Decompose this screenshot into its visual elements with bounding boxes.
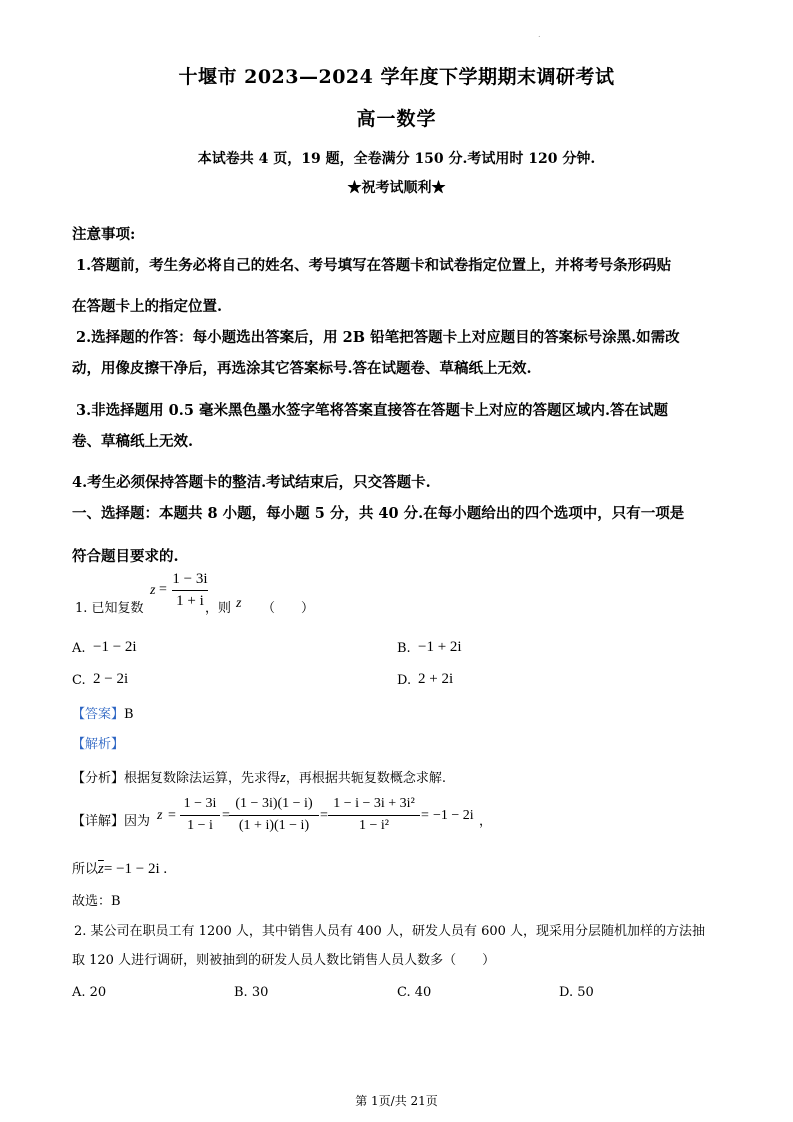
analysis-text: 【分析】根据复数除法运算，先求得 (72, 771, 281, 786)
detail-f3-num: 1 − i − 3i + 3i² (333, 796, 415, 811)
q2-line-2: 取 120 人进行调研，则被抽到的研发人员人数比销售人员人数多（ ） (72, 953, 496, 968)
note-1-line-1: 1.答题前，考生务必将自己的姓名、考号填写在答题卡和试卷指定位置上，并将考号条形码贴 (76, 257, 672, 274)
q1-option-b-value: −1 + 2i (418, 639, 462, 655)
q1-option-d-value: 2 + 2i (418, 671, 454, 687)
q1-conclusion (72, 858, 167, 878)
q1-option-c-value: 2 − 2i (93, 671, 129, 687)
exam-info: 本试卷共 4 页，19 题，全卷满分 150 分.考试用时 120 分钟. (197, 151, 596, 167)
note-2-line-2: 动，用像皮擦干净后，再选涂其它答案标号.答在试题卷、草稿纸上无效. (72, 360, 532, 377)
q1-fraction-bar (172, 590, 208, 591)
q1-option-d-label: D. (397, 673, 412, 688)
note-3-line-2: 卷、草稿纸上无效. (72, 433, 194, 450)
q1-fraction-den: 1 + i (176, 593, 204, 609)
detail-z: z (157, 808, 163, 823)
detail-f1-num: 1 − 3i (183, 796, 217, 811)
q1-eq: = (159, 582, 167, 597)
q2-option-c: C. 40 (397, 985, 432, 1000)
stray-dot: . (538, 30, 541, 39)
answer-value: B (124, 707, 134, 722)
q1-fraction-num: 1 − 3i (172, 571, 208, 587)
detail-f3-bar (328, 815, 420, 816)
q2-option-b: B. 30 (234, 985, 269, 1000)
q1-answer (72, 703, 134, 722)
detail-f2-num: (1 − 3i)(1 − i) (235, 796, 313, 811)
exam-title: 十堰市 2023—2024 学年度下学期期末调研考试 (178, 66, 615, 88)
q1-option-a-label: A. (72, 641, 86, 656)
analysis-rest: ，再根据共轭复数概念求解. (285, 771, 446, 786)
analysis-z: z (280, 770, 286, 786)
detail-f2-den: (1 + i)(1 − i) (238, 818, 310, 833)
q1-suffix: ，则 (205, 601, 232, 616)
q1-z: z (150, 583, 156, 598)
note-4: 4.考生必须保持答题卡的整洁.考试结束后，只交答题卡. (72, 474, 431, 491)
detail-eq-1: = (168, 808, 176, 823)
q1-option-c-label: C. (72, 673, 86, 688)
detail-eq-2: = (222, 808, 230, 823)
page-footer: 第 1页/共 21页 (355, 1094, 438, 1108)
analysis-tag: 【解析】 (72, 737, 125, 752)
exam-subject: 高一数学 (356, 108, 437, 130)
q2-option-d: D. 50 (559, 985, 594, 1000)
note-2-line-1: 2.选择题的作答：每小题选出答案后，用 2B 铅笔把答题卡上对应题目的答案标号涂黑.如需改 (76, 329, 680, 346)
detail-f1-bar (180, 815, 220, 816)
detail-f3-den: 1 − i² (359, 818, 389, 833)
note-1-line-2: 在答题卡上的指定位置. (72, 298, 223, 315)
detail-tag: 【详解】因为 (72, 814, 151, 829)
q1-choose: 故选：B (72, 894, 121, 909)
detail-comma: ， (479, 814, 493, 829)
so-rest: = −1 − 2i . (103, 861, 168, 877)
q1-prefix: 1. 已知复数 (75, 601, 144, 616)
exam-wish: ★祝考试顺利★ (347, 180, 446, 196)
answer-tag: 【答案】 (72, 707, 125, 722)
q1-analysis (72, 767, 446, 787)
so-text: 所以 (72, 862, 99, 877)
q2-option-a: A. 20 (72, 985, 107, 1000)
note-3-line-1: 3.非选择题用 0.5 毫米黑色墨水签字笔将答案直接答在答题卡上对应的答题区域内.答在试题 (76, 402, 669, 419)
q1-option-a-value: −1 − 2i (93, 639, 137, 655)
q1-option-b-label: B. (397, 641, 411, 656)
section-1-line-2: 符合题目要求的. (72, 548, 179, 565)
detail-f1-den: 1 − i (187, 818, 213, 833)
detail-eq-4: = (421, 808, 429, 823)
detail-f2-bar (229, 815, 319, 816)
q2-line-1: 2. 某公司在职员工有 1200 人，其中销售人员有 400 人，研发人员有 600 人，现采用分层随机加样的方法抽 (74, 924, 706, 939)
q1-z-target: z (236, 596, 242, 611)
detail-result: −1 − 2i (433, 808, 474, 823)
notes-heading: 注意事项: (72, 226, 136, 243)
z-conjugate: $\overline{z}$ (98, 861, 104, 877)
q1-paren: （ ） (262, 601, 315, 616)
section-1-line-1: 一、选择题：本题共 8 小题，每小题 5 分，共 40 分.在每小题给出的四个选项中，只有一项是 (72, 505, 685, 522)
detail-eq-3: = (320, 808, 328, 823)
